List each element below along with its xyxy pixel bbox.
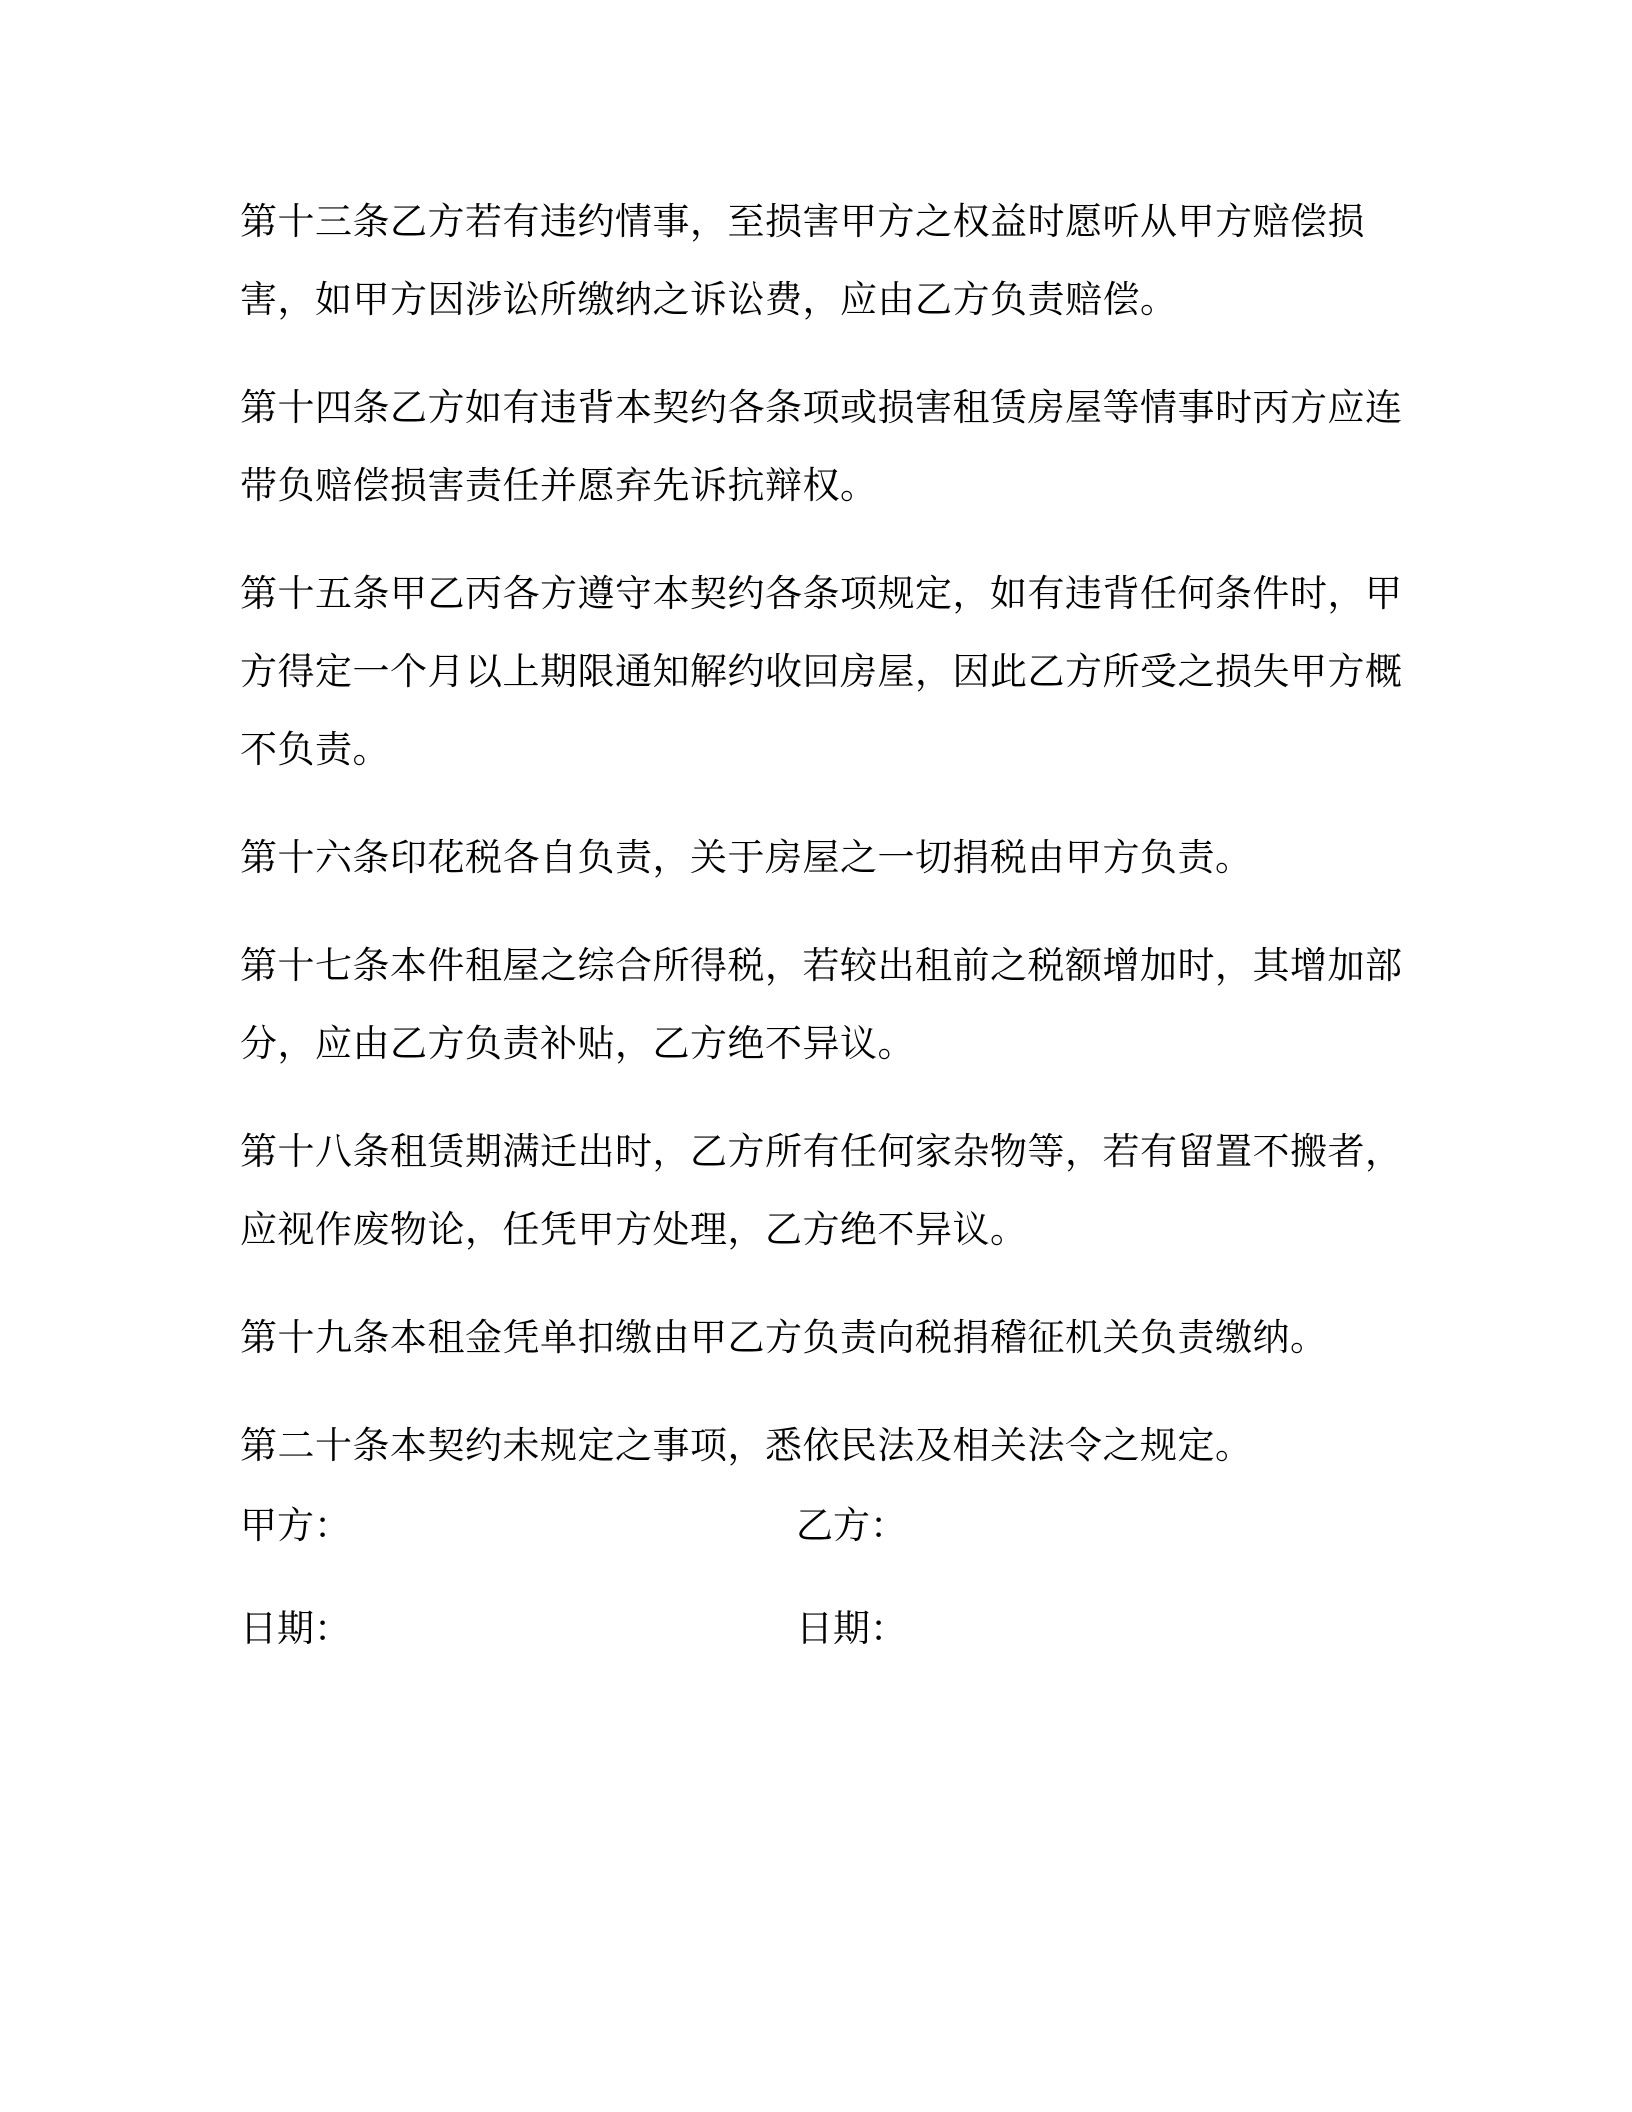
clause-14: 第十四条乙方如有违背本契约各条项或损害租赁房屋等情事时丙方应连带负赔偿损害责任并愿弃先诉抗辩权。	[240, 386, 1403, 507]
clause-16: 第十六条印花税各自负责，关于房屋之一切捐税由甲方负责。	[240, 836, 1253, 879]
clause-13: 第十三条乙方若有违约情事，至损害甲方之权益时愿听从甲方赔偿损害，如甲方因涉讼所缴纳之诉讼费，应由乙方负责赔偿。	[240, 200, 1365, 321]
party-b-label: 乙方：	[796, 1504, 907, 1547]
clause-15: 第十五条甲乙丙各方遵守本契约各条项规定，如有违背任何条件时，甲方得定一个月以上期限通知解约收回房屋，因此乙方所受之损失甲方概不负责。	[240, 572, 1403, 771]
clause-17: 第十七条本件租屋之综合所得税，若较出租前之税额增加时，其增加部分，应由乙方负责补贴，乙方绝不异议。	[240, 944, 1403, 1065]
party-a-label: 甲方：	[240, 1504, 351, 1547]
clause-20: 第二十条本契约未规定之事项，悉依民法及相关法令之规定。	[240, 1424, 1253, 1467]
signature-party-row	[240, 1487, 1410, 1565]
clause-18: 第十八条租赁期满迁出时，乙方所有任何家杂物等，若有留置不搬者，应视作废物论，任凭甲方处理，乙方绝不异议。	[240, 1130, 1403, 1251]
date-b-label: 日期：	[796, 1607, 907, 1650]
clause-19: 第十九条本租金凭单扣缴由甲乙方负责向税捐稽征机关负责缴纳。	[240, 1316, 1328, 1359]
contract-clauses	[240, 183, 1410, 1515]
signature-date-row	[240, 1590, 1410, 1668]
date-a-label: 日期：	[240, 1607, 351, 1650]
